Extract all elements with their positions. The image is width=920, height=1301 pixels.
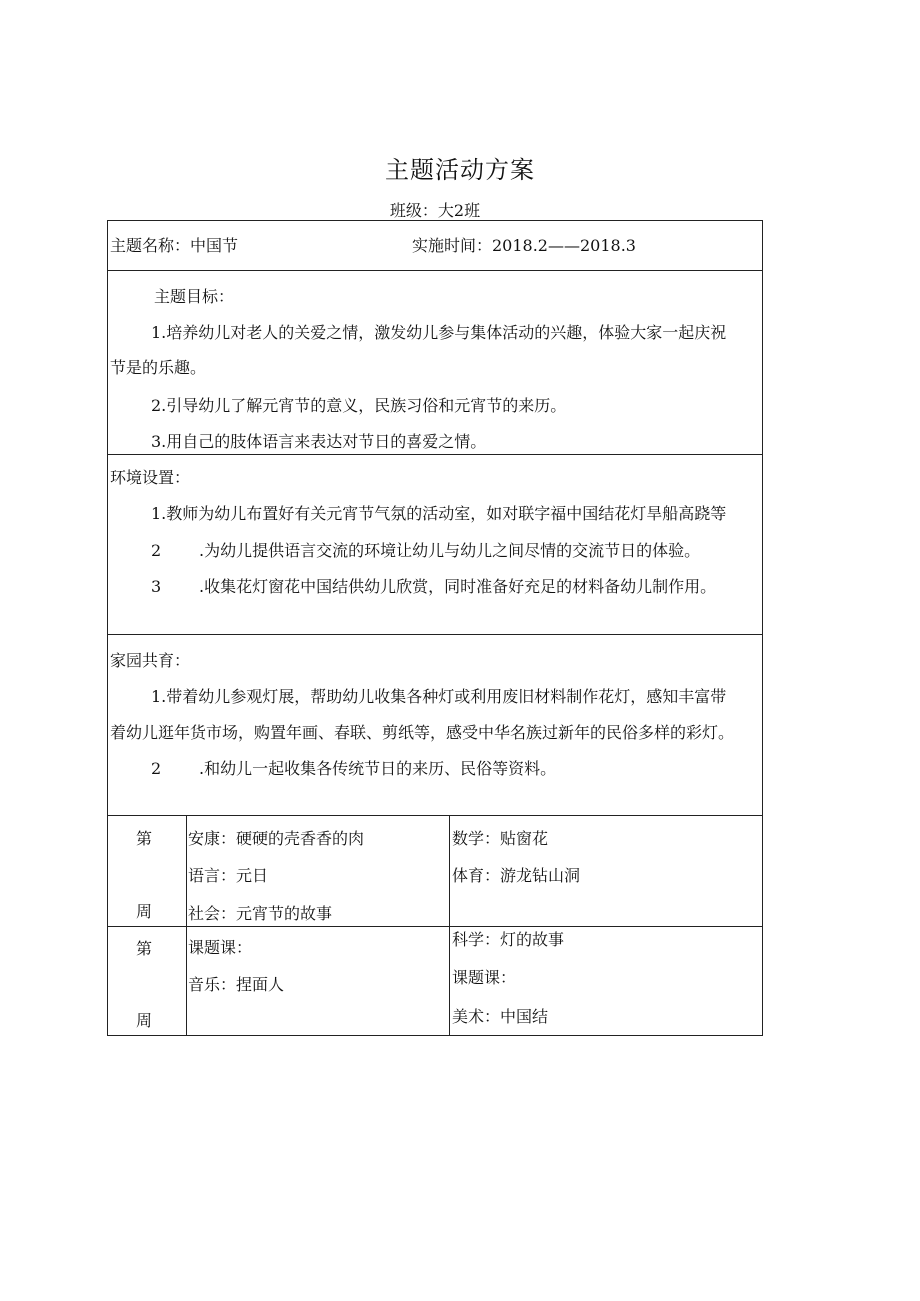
goal-item-1-line-1: 1.培养幼儿对老人的关爱之情，激发幼儿参与集体活动的兴趣，体验大家一起庆祝 xyxy=(151,323,727,342)
environment-item-3-number: 3 xyxy=(151,577,162,596)
implementation-time: 实施时间：2018.2——2018.3 xyxy=(412,236,636,255)
goal-item-2: 2.引导幼儿了解元宵节的意义，民族习俗和元宵节的来历。 xyxy=(151,396,567,415)
home-school-item-2-number: 2 xyxy=(151,759,162,778)
plan-table xyxy=(107,220,763,1036)
theme-name: 主题名称：中国节 xyxy=(110,236,239,255)
column-divider xyxy=(186,815,187,1036)
environment-item-3: .收集花灯窗花中国结供幼儿欣赏，同时准备好充足的材料备幼儿制作用。 xyxy=(199,577,717,596)
home-school-item-1-line-1: 1.带着幼儿参观灯展，帮助幼儿收集各种灯或利用废旧材料制作花灯，感知丰富带 xyxy=(151,687,727,706)
week2-label-top: 第 xyxy=(136,939,153,958)
environment-item-1: 1.教师为幼儿布置好有关元宵节气氛的活动室，如对联字福中国结花灯旱船高跷等 xyxy=(151,504,727,523)
week1-label-bottom: 周 xyxy=(136,902,153,921)
week1-left-item: 社会：元宵节的故事 xyxy=(188,904,333,923)
week2-left-item: 音乐：捏面人 xyxy=(188,975,285,994)
home-school-item-2: .和幼儿一起收集各传统节日的来历、民俗等资料。 xyxy=(199,759,557,778)
week2-label-bottom: 周 xyxy=(136,1011,153,1030)
row-divider xyxy=(108,270,762,271)
document-title: 主题活动方案 xyxy=(385,156,535,184)
row-divider xyxy=(108,634,762,635)
home-school-item-1-line-2: 着幼儿逛年货市场，购置年画、春联、剪纸等，感受中华名族过新年的民俗多样的彩灯。 xyxy=(110,723,735,742)
week2-right-item: 科学：灯的故事 xyxy=(452,930,565,949)
environment-item-2-number: 2 xyxy=(151,541,162,560)
week2-right-item: 美术：中国结 xyxy=(452,1007,549,1026)
goal-item-1-line-2: 节是的乐趣。 xyxy=(110,358,207,377)
row-divider xyxy=(108,454,762,455)
week1-right-item: 体育：游龙钻山洞 xyxy=(452,866,581,885)
goals-heading: 主题目标： xyxy=(154,287,235,306)
row-divider xyxy=(108,815,762,816)
week2-left-item: 课题课： xyxy=(188,938,253,957)
week1-left-item: 安康：硬硬的壳香香的肉 xyxy=(188,829,365,848)
environment-heading: 环境设置： xyxy=(110,468,191,487)
column-divider xyxy=(449,815,450,1036)
week2-right-item: 课题课： xyxy=(452,968,517,987)
week1-label-top: 第 xyxy=(136,829,153,848)
week1-left-item: 语言：元日 xyxy=(188,866,269,885)
class-line: 班级：大2班 xyxy=(389,201,481,220)
week1-right-item: 数学：贴窗花 xyxy=(452,829,549,848)
environment-item-2: .为幼儿提供语言交流的环境让幼儿与幼儿之间尽情的交流节日的体验。 xyxy=(199,541,701,560)
row-divider xyxy=(108,926,762,927)
home-school-heading: 家园共育： xyxy=(110,651,191,670)
goal-item-3: 3.用自己的肢体语言来表达对节日的喜爱之情。 xyxy=(151,432,487,451)
